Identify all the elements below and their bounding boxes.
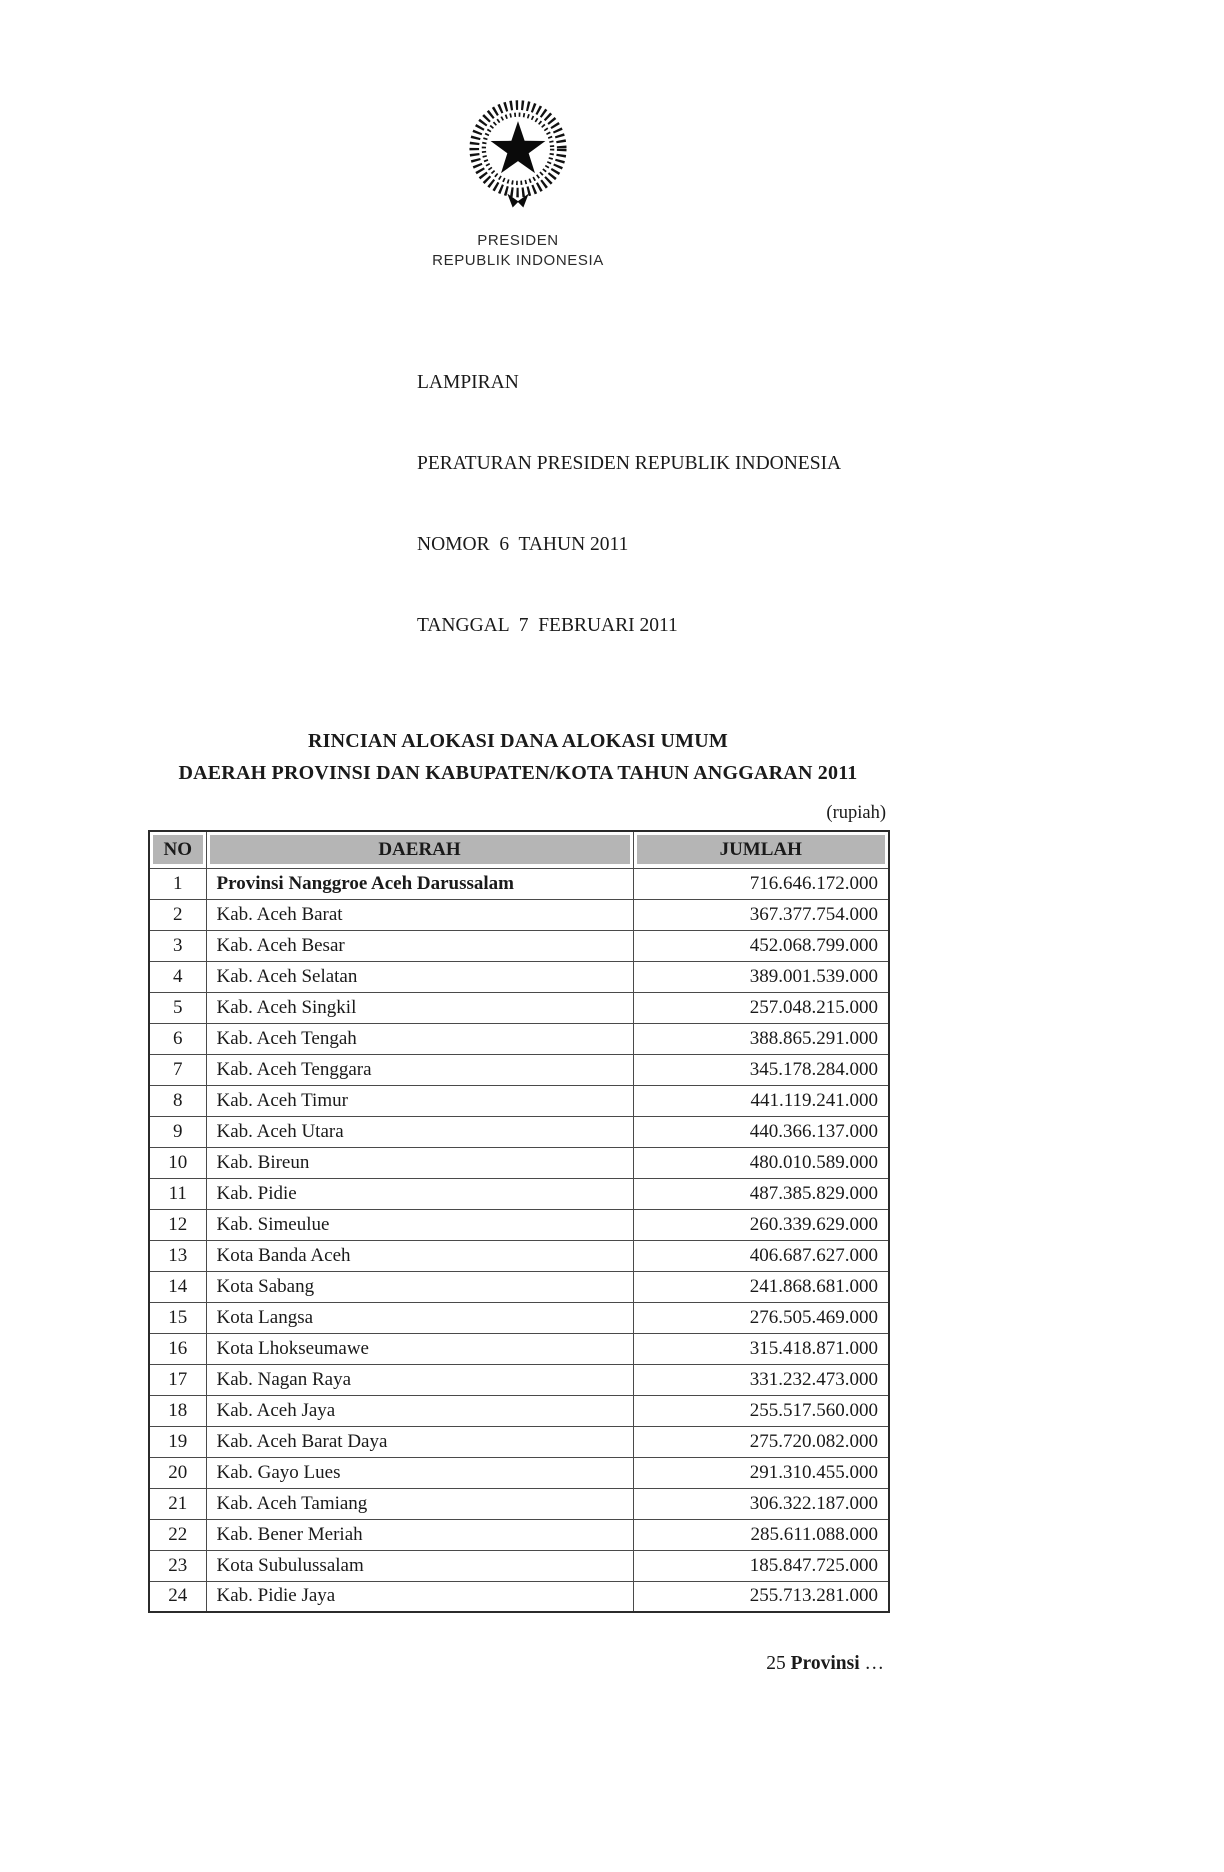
row-number: 17 [149, 1364, 206, 1395]
row-daerah: Kab. Aceh Singkil [206, 992, 633, 1023]
org-name-line2: REPUBLIK INDONESIA [432, 252, 604, 269]
table-row [149, 992, 889, 1023]
row-daerah: Kab. Aceh Tengah [206, 1023, 633, 1054]
row-jumlah: 389.001.539.000 [633, 961, 889, 992]
row-daerah: Kab. Aceh Selatan [206, 961, 633, 992]
row-jumlah: 716.646.172.000 [633, 868, 889, 899]
column-header-jumlah: JUMLAH [633, 831, 889, 868]
row-daerah: Kab. Bireun [206, 1147, 633, 1178]
table-row [149, 1519, 889, 1550]
table-row [149, 1426, 889, 1457]
row-daerah: Kab. Aceh Tenggara [206, 1054, 633, 1085]
row-jumlah: 388.865.291.000 [633, 1023, 889, 1054]
row-number: 9 [149, 1116, 206, 1147]
row-jumlah: 285.611.088.000 [633, 1519, 889, 1550]
table-row [149, 1302, 889, 1333]
row-daerah: Kab. Aceh Barat [206, 899, 633, 930]
table-row [149, 899, 889, 930]
row-number: 18 [149, 1395, 206, 1426]
document-title-line1: RINCIAN ALOKASI DANA ALOKASI UMUM [308, 730, 728, 752]
row-daerah: Kab. Aceh Tamiang [206, 1488, 633, 1519]
table-row [149, 1488, 889, 1519]
table-row [149, 1395, 889, 1426]
row-daerah: Kab. Gayo Lues [206, 1457, 633, 1488]
document-page [148, 0, 888, 1675]
row-number: 2 [149, 899, 206, 930]
row-jumlah: 452.068.799.000 [633, 930, 889, 961]
table-row [149, 1457, 889, 1488]
row-daerah: Kota Lhokseumawe [206, 1333, 633, 1364]
row-daerah: Kab. Aceh Jaya [206, 1395, 633, 1426]
row-daerah: Kab. Aceh Barat Daya [206, 1426, 633, 1457]
table-row [149, 868, 889, 899]
row-jumlah: 291.310.455.000 [633, 1457, 889, 1488]
allocation-table-body [149, 868, 889, 1612]
row-number: 3 [149, 930, 206, 961]
table-row [149, 1054, 889, 1085]
row-daerah: Kab. Aceh Timur [206, 1085, 633, 1116]
row-number: 23 [149, 1550, 206, 1581]
row-daerah: Kab. Pidie [206, 1178, 633, 1209]
regulation-number: NOMOR 6 TAHUN 2011 [417, 534, 629, 555]
document-title [148, 725, 888, 789]
table-header-row [149, 831, 889, 868]
table-row [149, 1364, 889, 1395]
row-daerah: Provinsi Nanggroe Aceh Darussalam [206, 868, 633, 899]
table-row [149, 930, 889, 961]
row-jumlah: 487.385.829.000 [633, 1178, 889, 1209]
row-number: 13 [149, 1240, 206, 1271]
page-continuation-note [148, 1653, 888, 1675]
org-name-line1: PRESIDEN [477, 232, 559, 249]
row-number: 12 [149, 1209, 206, 1240]
row-daerah: Kab. Pidie Jaya [206, 1581, 633, 1612]
row-jumlah: 440.366.137.000 [633, 1116, 889, 1147]
row-daerah: Kab. Simeulue [206, 1209, 633, 1240]
row-number: 20 [149, 1457, 206, 1488]
row-jumlah: 331.232.473.000 [633, 1364, 889, 1395]
row-jumlah: 306.322.187.000 [633, 1488, 889, 1519]
row-number: 21 [149, 1488, 206, 1519]
row-daerah: Kab. Aceh Besar [206, 930, 633, 961]
row-jumlah: 276.505.469.000 [633, 1302, 889, 1333]
table-row [149, 1085, 889, 1116]
row-number: 7 [149, 1054, 206, 1085]
row-number: 6 [149, 1023, 206, 1054]
row-jumlah: 255.713.281.000 [633, 1581, 889, 1612]
row-jumlah: 260.339.629.000 [633, 1209, 889, 1240]
row-jumlah: 241.868.681.000 [633, 1271, 889, 1302]
row-daerah: Kota Langsa [206, 1302, 633, 1333]
document-title-line2: DAERAH PROVINSI DAN KABUPATEN/KOTA TAHUN ANGGARAN 2011 [178, 762, 858, 784]
table-row [149, 1023, 889, 1054]
table-row [149, 1147, 889, 1178]
table-row [149, 1550, 889, 1581]
row-daerah: Kab. Bener Meriah [206, 1519, 633, 1550]
table-row [149, 1240, 889, 1271]
row-jumlah: 441.119.241.000 [633, 1085, 889, 1116]
lampiran-block [417, 315, 888, 693]
row-number: 16 [149, 1333, 206, 1364]
table-row [149, 1178, 889, 1209]
row-jumlah: 257.048.215.000 [633, 992, 889, 1023]
row-number: 19 [149, 1426, 206, 1457]
currency-unit-note: (rupiah) [826, 803, 886, 823]
row-jumlah: 480.010.589.000 [633, 1147, 889, 1178]
regulation-date: TANGGAL 7 FEBRUARI 2011 [417, 615, 678, 636]
table-row [149, 1581, 889, 1612]
regulation-title: PERATURAN PRESIDEN REPUBLIK INDONESIA [417, 453, 842, 474]
table-row [149, 961, 889, 992]
row-number: 1 [149, 868, 206, 899]
row-jumlah: 315.418.871.000 [633, 1333, 889, 1364]
row-jumlah: 275.720.082.000 [633, 1426, 889, 1457]
table-row [149, 1333, 889, 1364]
letterhead [148, 0, 888, 271]
row-daerah: Kota Banda Aceh [206, 1240, 633, 1271]
table-row [149, 1116, 889, 1147]
row-number: 22 [149, 1519, 206, 1550]
row-daerah: Kota Sabang [206, 1271, 633, 1302]
row-daerah: Kota Subulussalam [206, 1550, 633, 1581]
row-number: 10 [149, 1147, 206, 1178]
presidential-seal-icon [454, 86, 582, 223]
row-number: 24 [149, 1581, 206, 1612]
row-number: 5 [149, 992, 206, 1023]
row-number: 8 [149, 1085, 206, 1116]
row-number: 11 [149, 1178, 206, 1209]
column-header-daerah: DAERAH [206, 831, 633, 868]
continuation-ellipsis: … [864, 1653, 884, 1674]
row-daerah: Kab. Nagan Raya [206, 1364, 633, 1395]
table-row [149, 1209, 889, 1240]
column-header-no: NO [149, 831, 206, 868]
row-jumlah: 406.687.627.000 [633, 1240, 889, 1271]
row-jumlah: 185.847.725.000 [633, 1550, 889, 1581]
row-number: 15 [149, 1302, 206, 1333]
allocation-table [148, 830, 890, 1613]
row-daerah: Kab. Aceh Utara [206, 1116, 633, 1147]
lampiran-label: LAMPIRAN [417, 372, 519, 393]
row-number: 4 [149, 961, 206, 992]
continuation-word: Provinsi [790, 1653, 860, 1674]
row-jumlah: 367.377.754.000 [633, 899, 889, 930]
row-jumlah: 345.178.284.000 [633, 1054, 889, 1085]
table-row [149, 1271, 889, 1302]
row-jumlah: 255.517.560.000 [633, 1395, 889, 1426]
row-number: 14 [149, 1271, 206, 1302]
continuation-number: 25 [766, 1653, 786, 1674]
